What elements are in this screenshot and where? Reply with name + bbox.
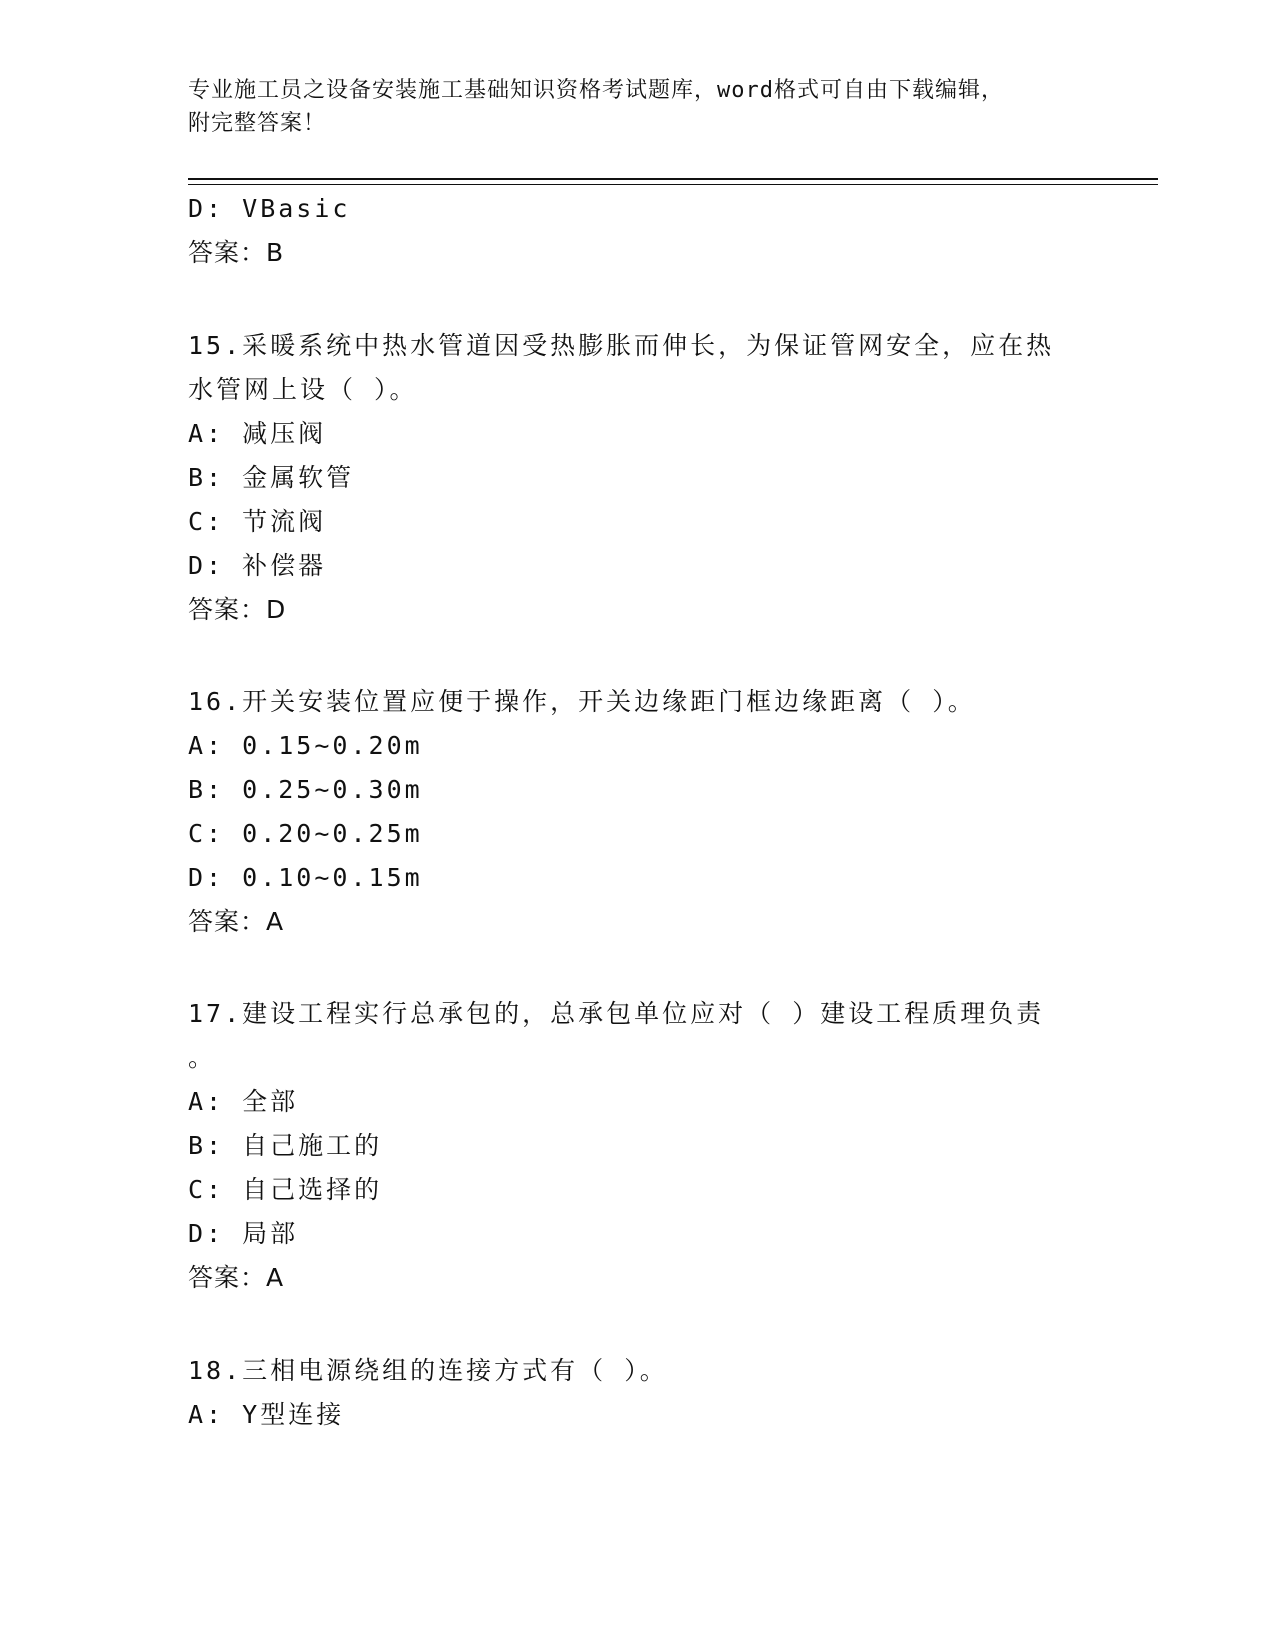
option-c: C: 自己选择的	[188, 1175, 383, 1204]
question-stem: 16.开关安装位置应便于操作，开关边缘距门框边缘距离（ ）。	[188, 687, 976, 716]
option-a: A: 减压阀	[188, 419, 327, 448]
option-d: D: 局部	[188, 1219, 299, 1248]
answer: 答案：A	[188, 907, 285, 936]
question-stem-continued: 。	[188, 1043, 217, 1072]
option-b: B: 自己施工的	[188, 1131, 383, 1160]
header-line-2: 附完整答案！	[188, 111, 327, 136]
question-stem: 17.建设工程实行总承包的，总承包单位应对（ ）建设工程质理负责	[188, 999, 1045, 1028]
option-b: B: 0.25~0.30m	[188, 775, 423, 804]
option-a: A: 全部	[188, 1087, 299, 1116]
option-a: A: Y型连接	[188, 1400, 345, 1429]
answer: 答案：D	[188, 595, 287, 624]
option-b: B: 金属软管	[188, 463, 355, 492]
option-c: C: 0.20~0.25m	[188, 819, 423, 848]
option-a: A: 0.15~0.20m	[188, 731, 423, 760]
option-c: C: 节流阀	[188, 507, 327, 536]
header-rule-thin	[188, 184, 1158, 185]
document-header	[188, 74, 1088, 140]
answer: 答案：B	[188, 238, 285, 267]
option-d: D: 0.10~0.15m	[188, 863, 423, 892]
question-stem-continued: 水管网上设（ ）。	[188, 375, 418, 404]
question-stem: 18.三相电源绕组的连接方式有（ ）。	[188, 1356, 668, 1385]
header-line-1: 专业施工员之设备安装施工基础知识资格考试题库，word格式可自由下载编辑，	[188, 78, 1004, 103]
header-rule-thick	[188, 178, 1158, 180]
option-d: D: 补偿器	[188, 551, 327, 580]
question-stem: 15.采暖系统中热水管道因受热膨胀而伸长，为保证管网安全，应在热	[188, 331, 1055, 360]
option-d: D: VBasic	[188, 194, 351, 223]
answer: 答案：A	[188, 1263, 285, 1292]
